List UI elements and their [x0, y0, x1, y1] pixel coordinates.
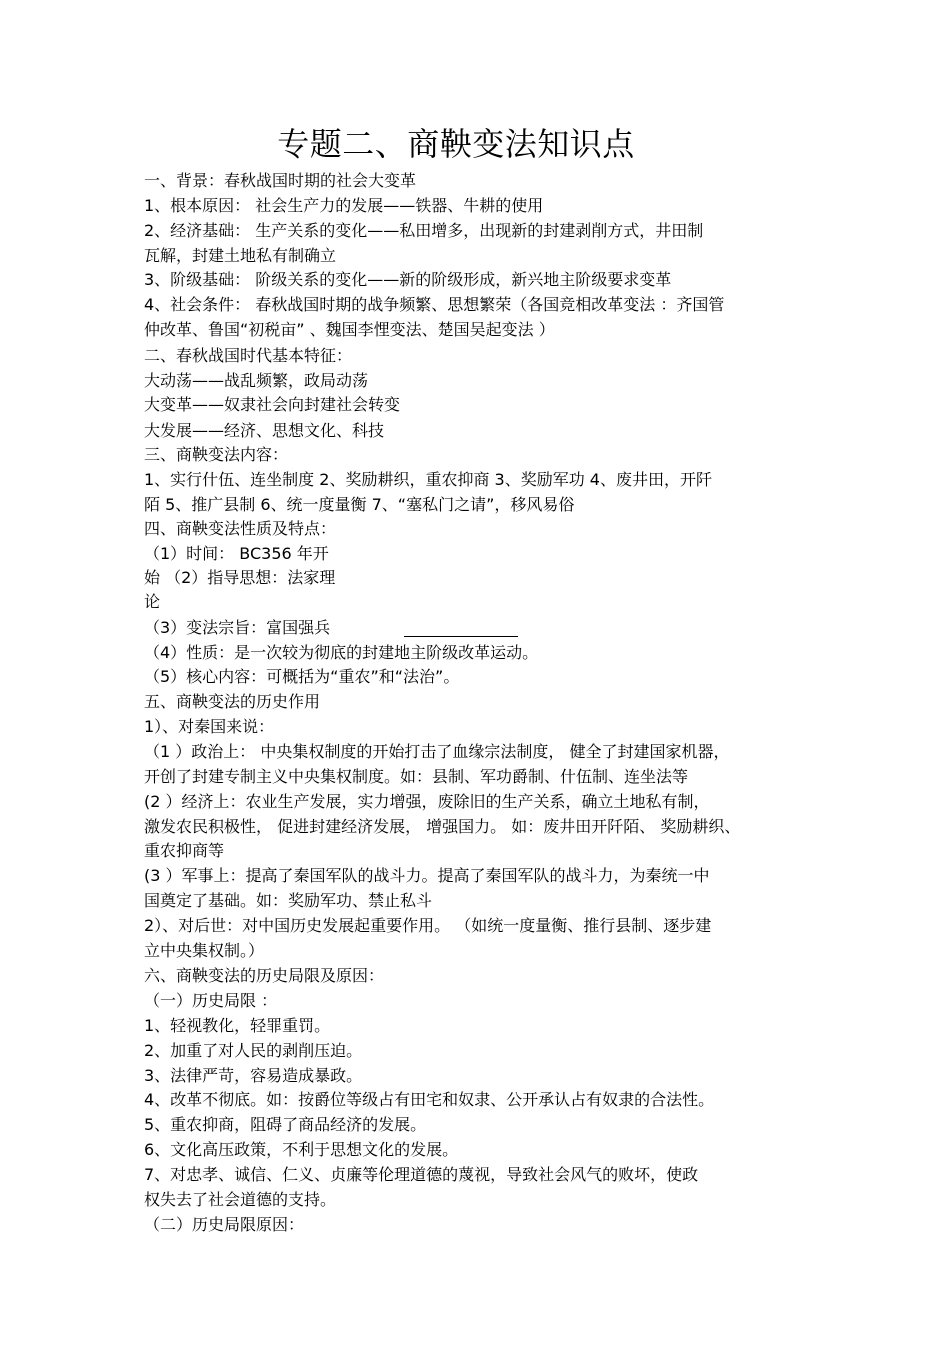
text-line: 1）、对秦国来说：	[144, 717, 275, 736]
text-line: 1、轻视教化，轻罪重罚。	[144, 1016, 331, 1035]
text-line: 论	[144, 592, 161, 611]
text-line: 始 （2）指导思想：法家理	[144, 568, 336, 587]
text-line: 三、商鞅变法内容：	[144, 445, 289, 464]
text-line: （一）历史局限 ：	[144, 991, 278, 1010]
text-line: 1、实行什伍、连坐制度 2、奖励耕织，重农抑商 3、奖励军功 4、废井田，开阡	[144, 470, 712, 489]
text-line: 4、改革不彻底。如：按爵位等级占有田宅和奴隶、公开承认占有奴隶的合法性。	[144, 1090, 715, 1109]
text-line: 2）、对后世：对中国历史发展起重要作用。 （如统一度量衡、推行县制、逐步建	[144, 916, 712, 935]
text-line: 6、文化高压政策，不利于思想文化的发展。	[144, 1140, 459, 1159]
text-line: 大动荡——战乱频繁，政局动荡	[144, 371, 369, 390]
text-line: 4、社会条件： 春秋战国时期的战争频繁、思想繁荣（各国竞相改革变法 ：齐国管	[144, 295, 725, 314]
text-line: (3 ）军事上：提高了秦国军队的战斗力。提高了秦国军队的战斗力，为秦统一中	[144, 866, 710, 885]
text-line: 一、背景：春秋战国时期的社会大变革	[144, 171, 417, 190]
text-line: 2、经济基础： 生产关系的变化——私田增多，出现新的封建剥削方式，井田制	[144, 221, 704, 240]
text-line: 1、根本原因： 社会生产力的发展——铁器、牛耕的使用	[144, 196, 544, 215]
text-line: 四、商鞅变法性质及特点：	[144, 519, 337, 538]
text-line: 7、对忠孝、诚信、仁义、贞廉等伦理道德的蔑视，导致社会风气的败坏，使政	[144, 1165, 699, 1184]
text-line: （二）历史局限原因：	[144, 1215, 305, 1234]
text-line: （3）变法宗旨：富国强兵	[144, 618, 331, 637]
text-line: (2 ）经济上：农业生产发展，实力增强，废除旧的生产关系，确立土地私有制，	[144, 792, 710, 811]
text-line: 3、法律严苛，容易造成暴政。	[144, 1066, 363, 1085]
text-line: 国奠定了基础。如：奖励军功、禁止私斗	[144, 891, 433, 910]
text-line: 2、加重了对人民的剥削压迫。	[144, 1041, 363, 1060]
text-line: 立中央集权制。）	[144, 941, 265, 960]
text-line: 权失去了社会道德的支持。	[144, 1190, 337, 1209]
text-line: 五、商鞅变法的历史作用	[144, 692, 321, 711]
text-line: 陌 5、推广县制 6、统一度量衡 7、“塞私门之请”，移风易俗	[144, 495, 575, 514]
text-line: 仲改革、鲁国“初税亩” 、魏国李悝变法、楚国吴起变法 ）	[144, 320, 555, 339]
fill-in-blank-line	[404, 636, 518, 637]
text-line: 重农抑商等	[144, 841, 225, 860]
text-line: 瓦解，封建土地私有制确立	[144, 246, 337, 265]
text-line: 大变革——奴隶社会向封建社会转变	[144, 395, 401, 414]
text-line: 开创了封建专制主义中央集权制度。如：县制、军功爵制、什伍制、连坐法等	[144, 767, 689, 786]
text-line: （1）时间： BC356 年开	[144, 544, 329, 563]
text-line: 大发展——经济、思想文化、科技	[144, 421, 385, 440]
text-line: （4）性质：是一次较为彻底的封建地主阶级改革运动。	[144, 643, 539, 662]
page-title: 专题二、商鞅变法知识点	[277, 125, 635, 163]
text-line: 激发农民积极性， 促进封建经济发展， 增强国力。 如：废井田开阡陌、 奖励耕织、	[144, 817, 741, 836]
text-line: 六、商鞅变法的历史局限及原因：	[144, 966, 385, 985]
text-line: （1 ）政治上： 中央集权制度的开始打击了血缘宗法制度， 健全了封建国家机器，	[144, 742, 730, 761]
text-line: 3、阶级基础： 阶级关系的变化——新的阶级形成，新兴地主阶级要求变革	[144, 270, 672, 289]
text-line: 5、重农抑商，阻碍了商品经济的发展。	[144, 1115, 427, 1134]
text-line: （5）核心内容：可概括为“重农”和“法治”。	[144, 667, 460, 686]
text-line: 二、春秋战国时代基本特征：	[144, 346, 353, 365]
